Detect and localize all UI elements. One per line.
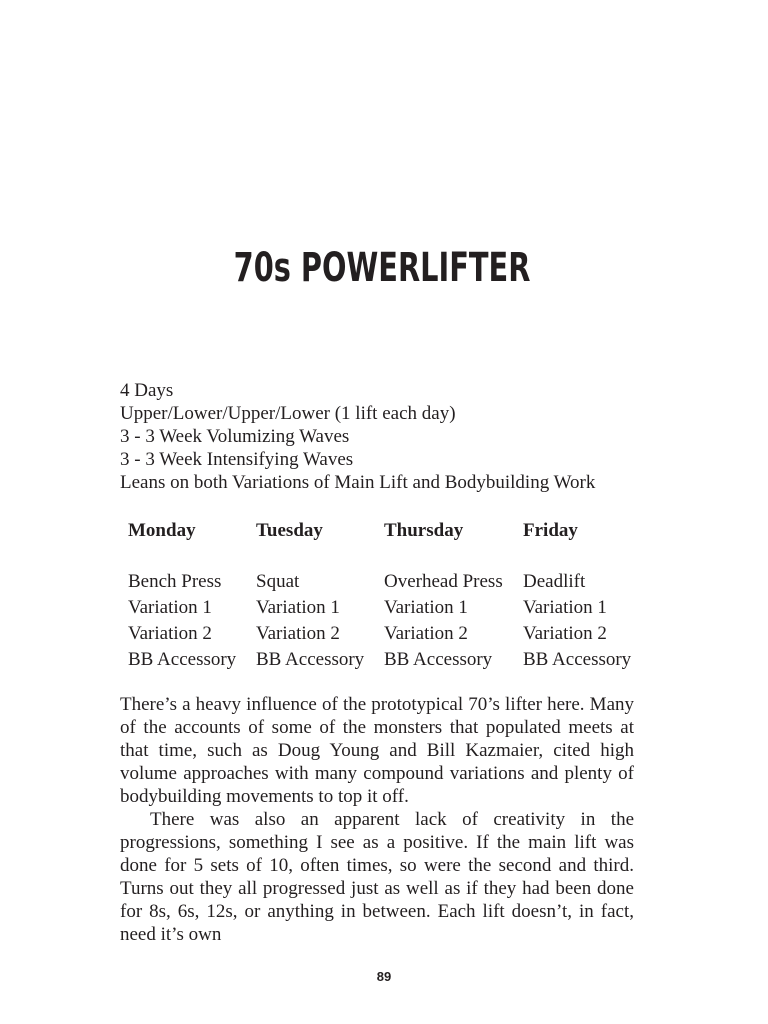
summary-line-intensifying: 3 - 3 Week Intensifying Waves [120,449,354,470]
paragraph-creativity: There was also an apparent lack of creativity in the progressions, something I see as a positive. If the main lift was done for 5 sets of 10, often times, so were the second and third. Turns out they all progressed just as well as if they had been done for 8s, 6s, 12s, or anything in between. Each lift doesn’t, in fact, need it’s own [120,809,634,945]
cell: Squat [256,571,300,592]
header-friday: Friday [523,520,578,541]
header-thursday: Thursday [384,520,464,541]
header-monday: Monday [128,520,196,541]
cell: Variation 2 [256,623,340,644]
body-text [120,693,634,946]
paragraph-influence: There’s a heavy influence of the prototypical 70’s lifter here. Many of the accounts of some of the monsters that populated meets at that time, such as Doug Young and Bill Kazmaier, cited high volume approaches with many compound variations and plenty of bodybuilding movements to top it off. [120,694,634,807]
cell: Variation 2 [384,623,468,644]
cell: Variation 1 [384,597,468,618]
summary-line-split: Upper/Lower/Upper/Lower (1 lift each day) [120,403,456,424]
header-tuesday: Tuesday [256,520,323,541]
cell: Variation 1 [128,597,212,618]
summary-line-days: 4 Days [120,380,174,401]
program-summary [120,379,640,494]
cell: BB Accessory [523,649,632,670]
cell: BB Accessory [128,649,237,670]
summary-line-volumizing: 3 - 3 Week Volumizing Waves [120,426,350,447]
cell: Variation 2 [523,623,607,644]
page-title: 70s POWERLIFTER [233,245,531,291]
cell: BB Accessory [384,649,493,670]
cell: Variation 1 [523,597,607,618]
cell: BB Accessory [256,649,365,670]
cell: Deadlift [523,571,586,592]
summary-line-focus: Leans on both Variations of Main Lift and Bodybuilding Work [120,472,596,493]
cell: Variation 1 [256,597,340,618]
cell: Bench Press [128,571,222,592]
cell: Variation 2 [128,623,212,644]
page-number: 89 [376,969,392,984]
cell: Overhead Press [384,571,503,592]
